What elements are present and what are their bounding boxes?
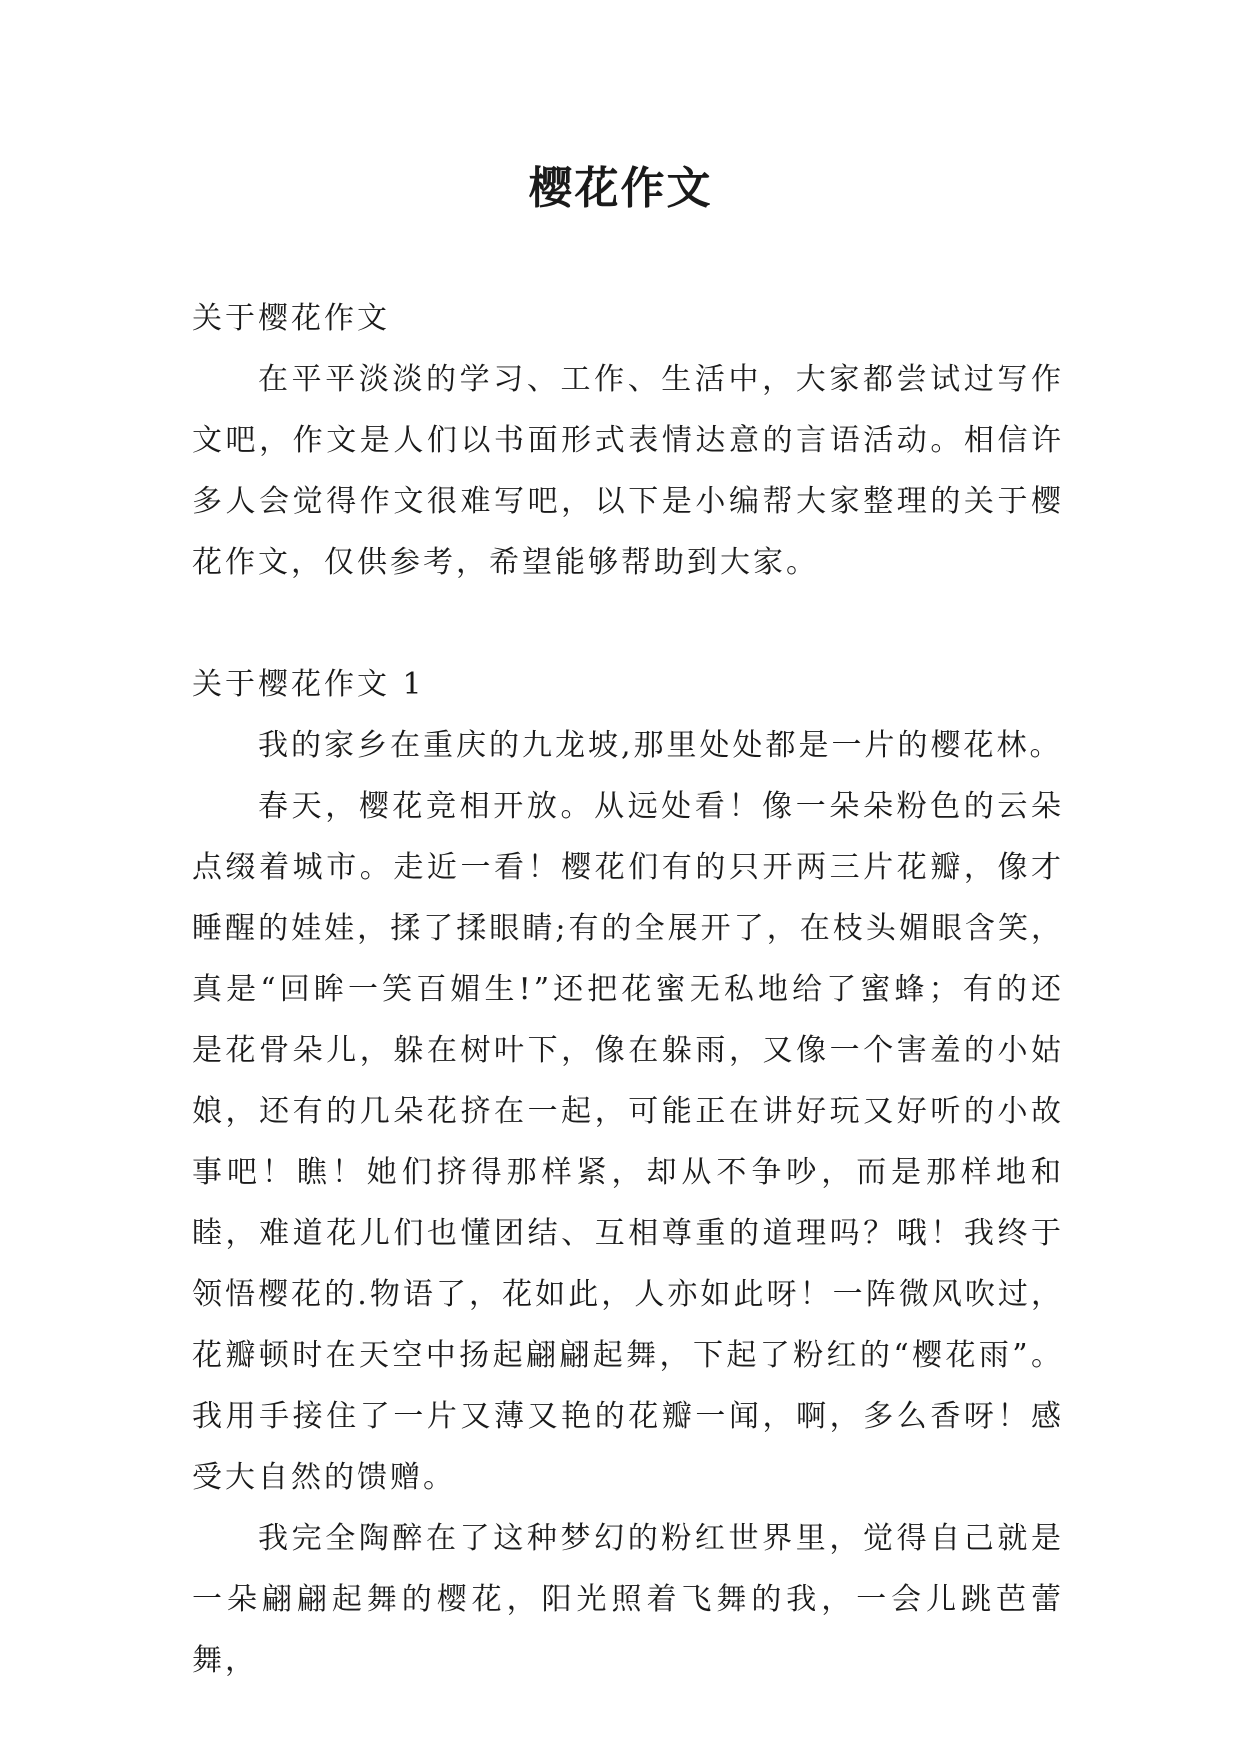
section1-paragraph-2: 春天，樱花竞相开放。从远处看！像一朵朵粉色的云朵点缀着城市。走近一看！樱花们有的只开两三片花瓣，像才睡醒的娃娃，揉了揉眼睛;有的全展开了，在枝头媚眼含笑，真是“回眸一笑百媚生!”还把花蜜无私地给了蜜蜂；有的还是花骨朵儿，躲在树叶下，像在躲雨，又像一个害羞的小姑娘，还有的几朵花挤在一起，可能正在讲好玩又好听的小故事吧！瞧！她们挤得那样紧，却从不争吵，而是那样地和睦，难道花儿们也懂团结、互相尊重的道理吗？哦！我终于领悟樱花的.物语了，花如此，人亦如此呀！一阵微风吹过，花瓣顿时在天空中扬起翩翩起舞，下起了粉红的“樱花雨”。我用手接住了一片又薄又艳的花瓣一闻，啊，多么香呀！感受大自然的馈赠。 (192, 789, 1064, 1495)
section1-paragraph-1: 我的家乡在重庆的九龙坡,那里处处都是一片的樱花林。 (258, 728, 1063, 763)
intro-paragraph: 在平平淡淡的学习、工作、生活中，大家都尝试过写作文吧，作文是人们以书面形式表情达意的言语活动。相信许多人会觉得作文很难写吧，以下是小编帮大家整理的关于樱花作文，仅供参考，希望能够帮助到大家。 (192, 362, 1064, 580)
intro-heading: 关于樱花作文 (192, 301, 390, 336)
section1-heading: 关于樱花作文 1 (192, 667, 425, 702)
document-title: 樱花作文 (528, 163, 713, 214)
section1-paragraph-3: 我完全陶醉在了这种梦幻的粉红世界里，觉得自己就是一朵翩翩起舞的樱花，阳光照着飞舞的我，一会儿跳芭蕾舞， (192, 1521, 1064, 1678)
document-body (192, 288, 1064, 1691)
section-spacer (192, 593, 1064, 654)
